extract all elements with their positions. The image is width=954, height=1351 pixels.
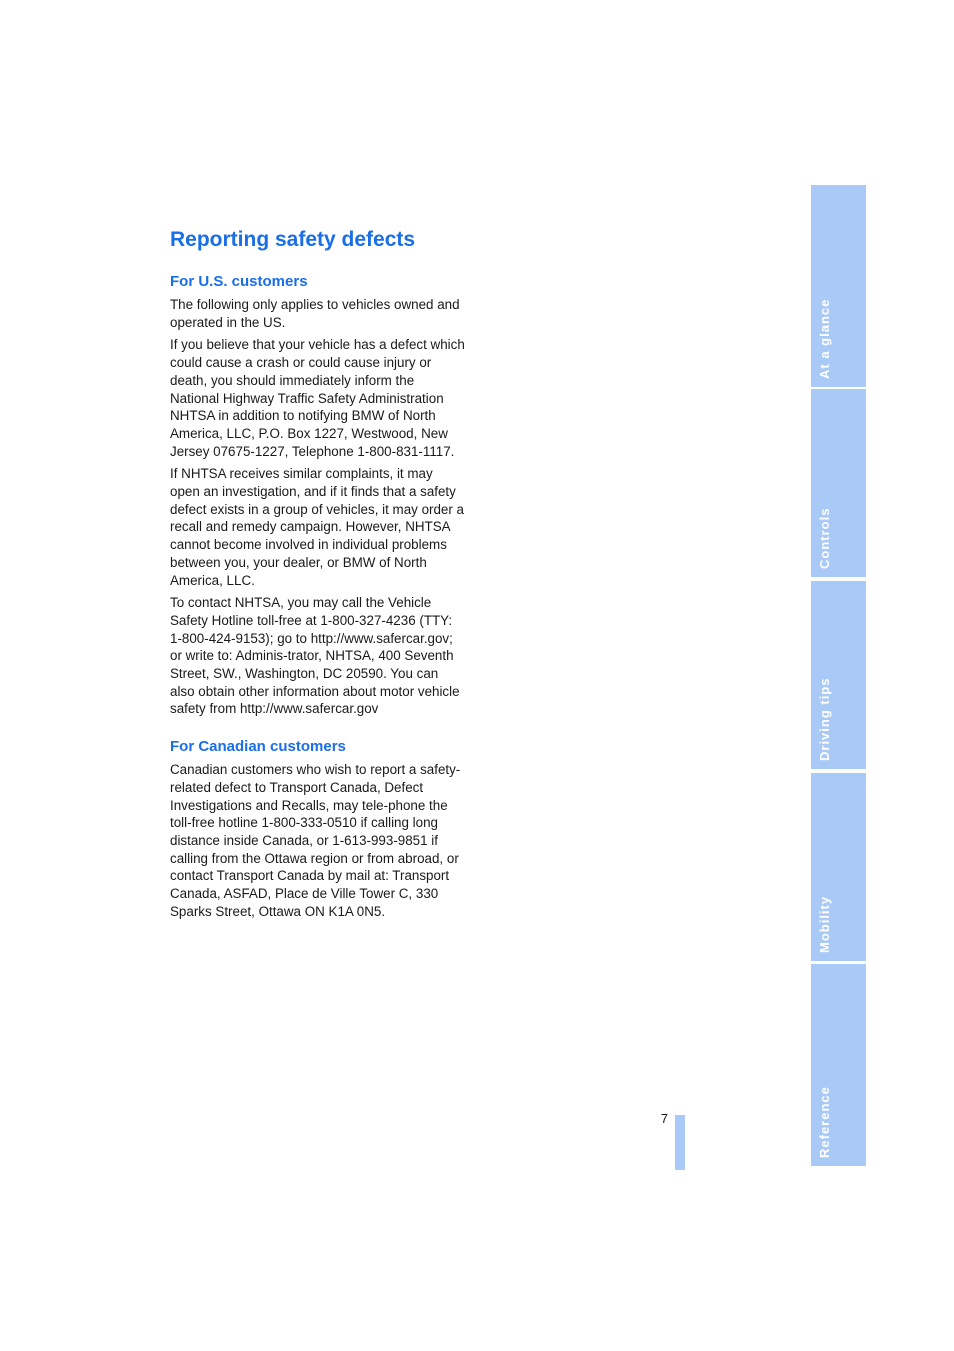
paragraph: The following only applies to vehicles owned and operated in the US. — [170, 297, 460, 330]
tab-label: Driving tips — [817, 677, 832, 761]
page-content — [170, 226, 465, 926]
tab-label: At a glance — [817, 298, 832, 379]
tab-driving-tips[interactable] — [811, 581, 866, 769]
paragraph: Canadian customers who wish to report a safety-related defect to Transport Canada, Defect Investigations and Recalls, may tele-phone the toll-free hotline 1-800-333-0510 if calling long distance inside Canada, or 1-613-993-9851 if calling from the Ottawa region or from abroad, or contact Transport Canada by mail at: Transport Canada, ASFAD, Place de Ville Tower C, 330 Sparks Street, Ottawa ON K1A 0N5. — [170, 762, 461, 919]
tab-label: Mobility — [817, 895, 832, 953]
paragraph: If you believe that your vehicle has a defect which could cause a crash or could cause injury or death, you should immediately inform the National Highway Traffic Safety Administration NHTSA in addition to notifying BMW of North America, LLC, P.O. Box 1227, Westwood, New Jersey 07675-1227, Telephone 1-800-831-1117. — [170, 337, 465, 459]
paragraph: To contact NHTSA, you may call the Vehicle Safety Hotline toll-free at 1-800-327-4236 (TTY: 1-800-424-9153); go to http://www.safercar.gov; or write to: Adminis-trator, NHTSA, 400 Seventh Street, SW., Washington, DC 20590. You can also obtain other information about motor vehicle safety from http://www.safercar.gov — [170, 595, 460, 717]
tab-reference[interactable] — [811, 964, 866, 1166]
tab-controls[interactable] — [811, 389, 866, 577]
page-marker-bar — [675, 1115, 685, 1170]
section-heading-canada: For Canadian customers — [170, 738, 346, 756]
canadian-customers-section — [170, 737, 465, 920]
chapter-tabs — [811, 185, 866, 1166]
page-number: 7 — [660, 1111, 668, 1126]
tab-label: Controls — [817, 507, 832, 569]
paragraph: If NHTSA receives similar complaints, it may open an investigation, and if it finds that a safety defect exists in a group of vehicles, it may order a recall and remedy campaign. However, NHTSA cannot become involved in individual problems between you, your dealer, or BMW of North America, LLC. — [170, 466, 464, 588]
page-title: Reporting safety defects — [170, 228, 416, 251]
section-spacer — [170, 723, 465, 737]
tab-label: Reference — [817, 1086, 832, 1158]
section-heading-us: For U.S. customers — [170, 273, 308, 290]
tab-at-a-glance[interactable] — [811, 185, 866, 387]
us-customers-section — [170, 272, 465, 718]
tab-mobility[interactable] — [811, 773, 866, 961]
